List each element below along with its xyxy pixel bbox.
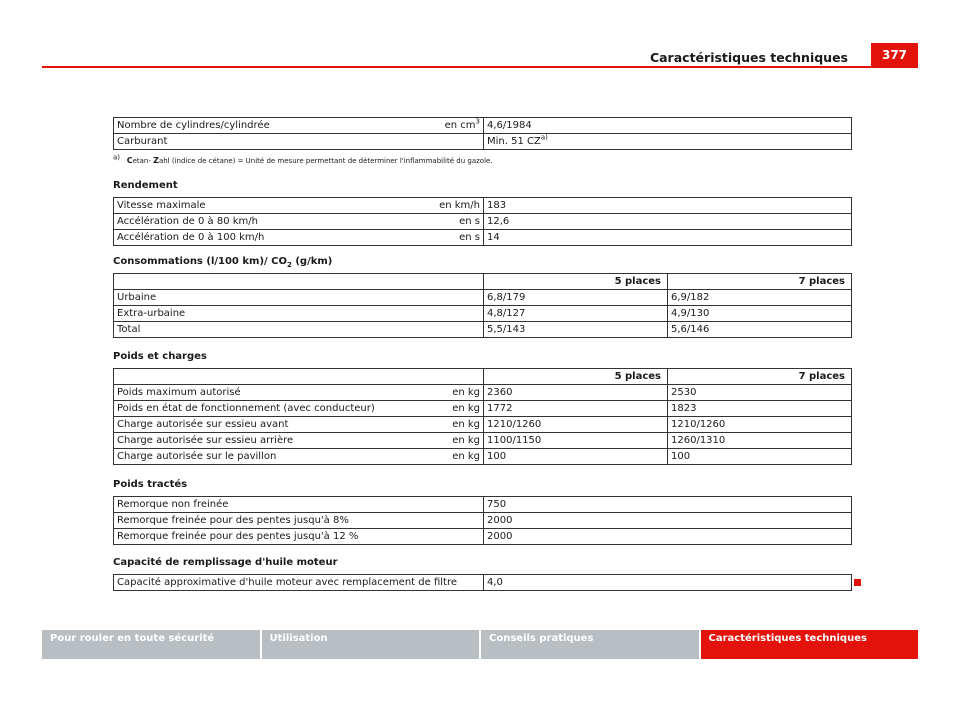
footnote-ref: a) — [540, 133, 548, 142]
row-unit: en s — [434, 230, 484, 246]
row-unit: en km/h — [434, 198, 484, 214]
table-row — [114, 134, 852, 150]
row-value: 4,6/1984 — [484, 118, 852, 134]
row-value: 183 — [484, 198, 852, 214]
header-empty — [114, 369, 484, 385]
footnote-c-rest: etan- — [132, 157, 154, 165]
row-value: 14 — [484, 230, 852, 246]
end-of-section-marker — [854, 579, 861, 586]
table-row — [114, 575, 852, 591]
section-title: Poids tractés — [113, 479, 188, 490]
unit-superscript: 3 — [475, 117, 480, 126]
column-header: 5 places — [484, 274, 668, 290]
row-value: 5,6/146 — [668, 322, 852, 338]
row-value: 2000 — [484, 529, 852, 545]
header-rule — [42, 66, 918, 68]
row-unit: en kg — [434, 433, 484, 449]
row-value: 6,8/179 — [484, 290, 668, 306]
row-value: 1260/1310 — [668, 433, 852, 449]
row-value: 2360 — [484, 385, 668, 401]
table-row — [114, 118, 852, 134]
row-label: Remorque freinée pour des pentes jusqu'à 12 % — [114, 529, 484, 545]
rendement-table — [113, 197, 852, 246]
row-unit: en kg — [434, 417, 484, 433]
row-unit: en s — [434, 214, 484, 230]
nav-tab-utilisation[interactable]: Utilisation — [262, 630, 480, 659]
tractes-table — [113, 496, 852, 545]
table-row — [114, 198, 852, 214]
row-label: Nombre de cylindres/cylindrée — [114, 118, 434, 134]
page-title: Caractéristiques techniques — [649, 50, 848, 65]
table-row — [114, 322, 852, 338]
footnote-marker: a) — [113, 153, 121, 162]
row-label: Extra-urbaine — [114, 306, 484, 322]
row-value: 4,9/130 — [668, 306, 852, 322]
nav-tab-caracteristiques[interactable]: Caractéristiques techniques — [701, 630, 919, 659]
row-value: 100 — [484, 449, 668, 465]
huile-section — [113, 557, 851, 591]
table-header-row — [114, 369, 852, 385]
row-label: Remorque freinée pour des pentes jusqu'à 8% — [114, 513, 484, 529]
row-value: 1210/1260 — [484, 417, 668, 433]
row-label: Poids en état de fonctionnement (avec conducteur) — [114, 401, 434, 417]
row-label: Urbaine — [114, 290, 484, 306]
row-label: Charge autorisée sur le pavillon — [114, 449, 434, 465]
row-label: Poids maximum autorisé — [114, 385, 434, 401]
table-row — [114, 497, 852, 513]
poids-section — [113, 351, 851, 465]
row-value: 1210/1260 — [668, 417, 852, 433]
row-value: 1100/1150 — [484, 433, 668, 449]
rendement-section — [113, 180, 851, 246]
page-number: 377 — [871, 43, 918, 66]
row-label: Capacité approximative d'huile moteur avec remplacement de filtre — [114, 575, 484, 591]
row-value: 4,8/127 — [484, 306, 668, 322]
row-label: Carburant — [114, 134, 434, 150]
row-value: 12,6 — [484, 214, 852, 230]
table-header-row — [114, 274, 852, 290]
column-header: 7 places — [668, 274, 852, 290]
tractes-section — [113, 479, 851, 545]
row-unit: en kg — [434, 385, 484, 401]
header-empty — [114, 274, 484, 290]
table-row — [114, 529, 852, 545]
huile-table — [113, 574, 852, 591]
row-value: 2530 — [668, 385, 852, 401]
column-header: 5 places — [484, 369, 668, 385]
row-label: Vitesse maximale — [114, 198, 434, 214]
row-unit — [434, 134, 484, 150]
table-row — [114, 513, 852, 529]
row-value: Min. 51 CZ$^{a)}$ — [484, 134, 852, 150]
footnote — [113, 153, 851, 165]
section-title: Poids et charges — [113, 351, 207, 362]
footnote-z: Z — [153, 156, 159, 165]
table-row — [114, 417, 852, 433]
row-value: 750 — [484, 497, 852, 513]
table-row — [114, 385, 852, 401]
row-value: 6,9/182 — [668, 290, 852, 306]
footnote-c: C — [126, 156, 133, 165]
section-title: Capacité de remplissage d'huile moteur — [113, 557, 338, 568]
footer-nav — [42, 630, 918, 659]
row-value: 1823 — [668, 401, 852, 417]
table-row — [114, 306, 852, 322]
co2-subscript: 2 — [287, 261, 292, 269]
column-header: 7 places — [668, 369, 852, 385]
row-value: 100 — [668, 449, 852, 465]
row-label: Remorque non freinée — [114, 497, 484, 513]
consommations-section — [113, 256, 851, 338]
row-label: Charge autorisée sur essieu arrière — [114, 433, 434, 449]
poids-table — [113, 368, 852, 465]
row-unit: en kg — [434, 449, 484, 465]
row-value: 4,0 — [484, 575, 852, 591]
table-row — [114, 449, 852, 465]
table-row — [114, 230, 852, 246]
section-title: Consommations (l/100 km)/ $CO_2$ (g/km) — [113, 256, 333, 269]
engine-table — [113, 117, 852, 150]
row-value: 2000 — [484, 513, 852, 529]
table-row — [114, 433, 852, 449]
nav-tab-conseils[interactable]: Conseils pratiques — [481, 630, 699, 659]
row-unit: en $cm^3$ — [434, 118, 484, 134]
row-label: Accélération de 0 à 80 km/h — [114, 214, 434, 230]
table-row — [114, 401, 852, 417]
section-title: Rendement — [113, 180, 178, 191]
row-label: Accélération de 0 à 100 km/h — [114, 230, 434, 246]
table-row — [114, 214, 852, 230]
consommations-table — [113, 273, 852, 338]
footnote-text: ahl (indice de cétane) = Unité de mesure permettant de déterminer l'inflammabilité du gazole. — [158, 157, 493, 165]
nav-tab-securite[interactable]: Pour rouler en toute sécurité — [42, 630, 260, 659]
engine-section — [113, 117, 851, 165]
row-value: 1772 — [484, 401, 668, 417]
row-label: Charge autorisée sur essieu avant — [114, 417, 434, 433]
table-row — [114, 290, 852, 306]
row-value: 5,5/143 — [484, 322, 668, 338]
row-label: Total — [114, 322, 484, 338]
row-unit: en kg — [434, 401, 484, 417]
